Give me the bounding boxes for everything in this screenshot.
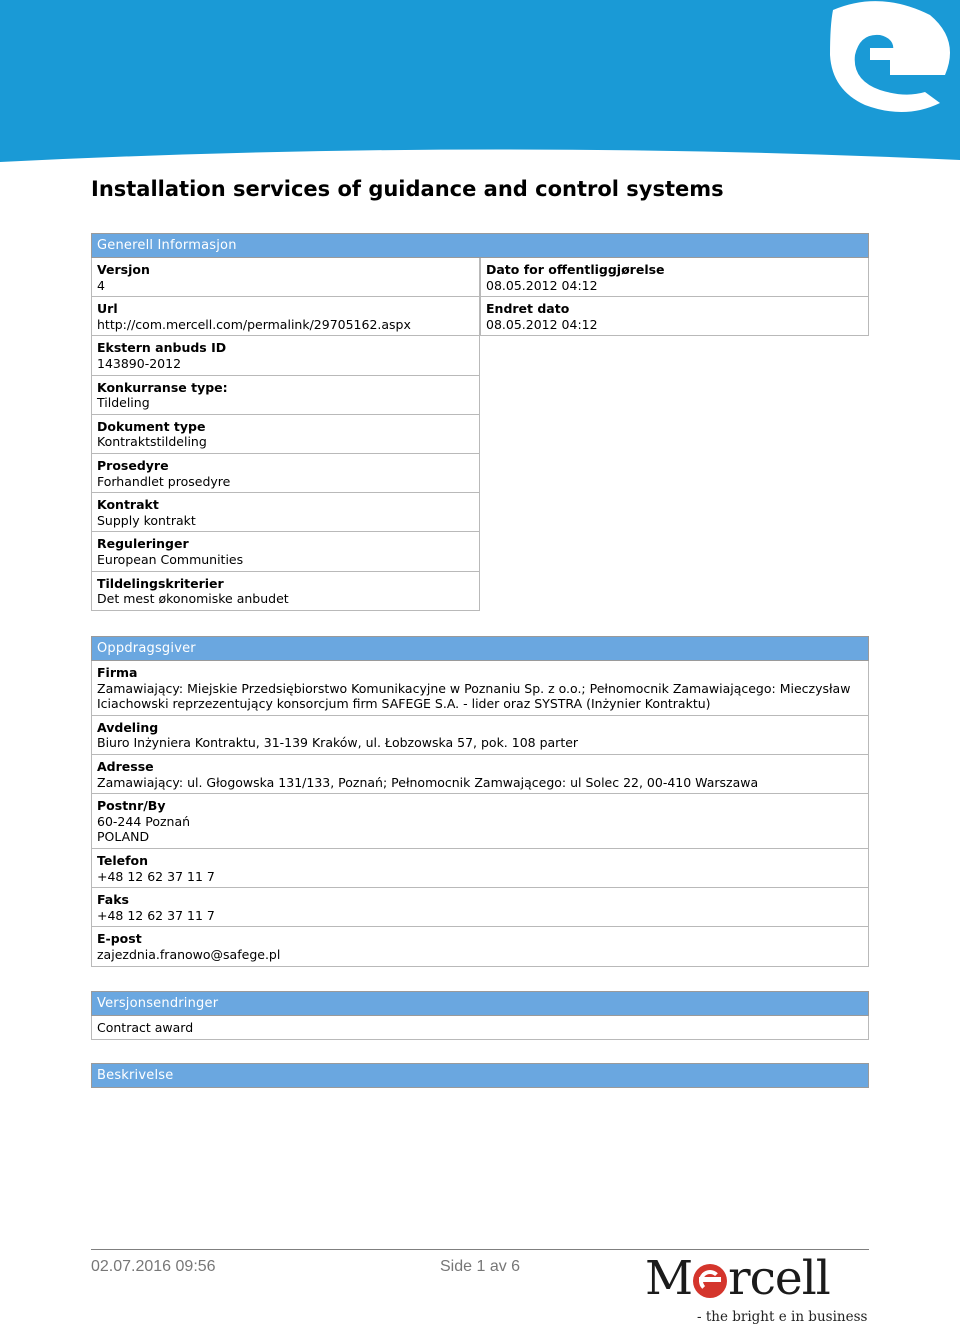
field-value: 08.05.2012 04:12 — [486, 277, 598, 293]
field-value: Det mest økonomiske anbudet — [97, 591, 289, 607]
buyer-rows — [91, 661, 869, 967]
buyer-field — [91, 661, 869, 716]
field-label: Versjon — [97, 262, 150, 277]
logo-tagline: - the bright e in business — [697, 1309, 868, 1325]
logo-text-right: rcell — [728, 1251, 830, 1306]
field-label: Prosedyre — [97, 457, 169, 473]
mercell-logo — [645, 1251, 869, 1329]
general-info-field — [91, 258, 480, 297]
field-label: Postnr/By — [97, 798, 166, 814]
buyer-section — [91, 636, 869, 967]
field-label: Adresse — [97, 758, 154, 774]
version-changes-cell — [91, 1016, 869, 1040]
field-label: Konkurranse type: — [97, 379, 228, 395]
page-title: Installation services of guidance and control systems — [91, 177, 724, 201]
general-info-left-column — [91, 258, 480, 611]
version-changes-header: Versjonsendringer — [91, 991, 869, 1016]
footer-timestamp: 02.07.2016 09:56 — [91, 1258, 216, 1275]
general-info-field — [480, 258, 869, 297]
logo-wordmark — [645, 1251, 830, 1306]
general-info-field — [91, 493, 480, 532]
banner-graphic — [0, 0, 960, 162]
general-info-field — [91, 532, 480, 571]
description-section — [91, 1063, 869, 1088]
buyer-field — [91, 849, 869, 888]
buyer-field — [91, 888, 869, 927]
field-label: Avdeling — [97, 719, 159, 735]
field-value: zajezdnia.franowo@safege.pl — [97, 946, 281, 962]
field-value: 08.05.2012 04:12 — [486, 316, 598, 332]
version-changes-text: Contract award — [97, 1020, 194, 1035]
buyer-field — [91, 755, 869, 794]
general-info-field — [480, 297, 869, 336]
general-info-grid — [91, 258, 869, 611]
field-value: 60-244 Poznań — [97, 813, 191, 829]
general-info-field — [91, 336, 480, 375]
field-value: Zamawiający: Miejskie Przedsiębiorstwo Komunikacyjne w Poznaniu Sp. z o.o.; Pełnomocnik Zamawiającego: Mieczysław Iciachowski reprzezentujący konsorcjum firm SAFEGE S.A. - lider oraz SYSTRA (Inżynier Kontraktu) — [97, 680, 851, 712]
field-value: Tildeling — [97, 395, 150, 411]
logo-text-left: M — [645, 1251, 693, 1306]
field-label: Kontrakt — [97, 497, 159, 513]
general-info-right-column — [480, 258, 869, 336]
field-value: Supply kontrakt — [97, 512, 196, 528]
general-info-field — [91, 376, 480, 415]
footer-page-number: Side 1 av 6 — [440, 1258, 521, 1275]
field-value: Forhandlet prosedyre — [97, 473, 231, 489]
version-changes-section — [91, 991, 869, 1040]
buyer-field — [91, 927, 869, 966]
general-info-header: Generell Informasjon — [91, 233, 869, 258]
buyer-field — [91, 716, 869, 755]
field-label: Url — [97, 301, 118, 317]
field-value: +48 12 62 37 11 7 — [97, 868, 215, 884]
field-value: http://com.mercell.com/permalink/29705162.aspx — [97, 316, 411, 332]
buyer-header: Oppdragsgiver — [91, 636, 869, 661]
field-label: E-post — [97, 931, 142, 947]
field-label: Telefon — [97, 852, 149, 868]
field-label: Dato for offentliggjørelse — [486, 262, 665, 277]
general-info-section — [91, 233, 869, 611]
field-label: Faks — [97, 892, 129, 908]
field-label: Endret dato — [486, 301, 570, 317]
general-info-field — [91, 297, 480, 336]
field-label: Ekstern anbuds ID — [97, 340, 227, 356]
field-label: Tildelingskriterier — [97, 575, 224, 591]
top-banner — [0, 0, 960, 162]
field-value: +48 12 62 37 11 7 — [97, 907, 215, 923]
field-value: Kontraktstildeling — [97, 434, 207, 450]
general-info-field — [91, 454, 480, 493]
field-value: European Communities — [97, 551, 244, 567]
field-value: 143890-2012 — [97, 355, 182, 371]
field-label: Reguleringer — [97, 536, 189, 552]
description-header: Beskrivelse — [91, 1063, 869, 1088]
field-value: 4 — [97, 277, 105, 293]
field-label: Firma — [97, 665, 138, 680]
field-value: Biuro Inżyniera Kontraktu, 31-139 Kraków, ul. Łobzowska 57, pok. 108 parter — [97, 735, 579, 751]
field-label: Dokument type — [97, 418, 206, 434]
buyer-field — [91, 794, 869, 849]
field-value: POLAND — [97, 829, 150, 845]
general-info-field — [91, 415, 480, 454]
general-info-field — [91, 572, 480, 611]
footer-divider — [91, 1249, 869, 1250]
logo-e-icon — [693, 1264, 727, 1298]
field-value: Zamawiający: ul. Głogowska 131/133, Poznań; Pełnomocnik Zamwającego: ul Solec 22, 00-410 Warszawa — [97, 774, 759, 790]
